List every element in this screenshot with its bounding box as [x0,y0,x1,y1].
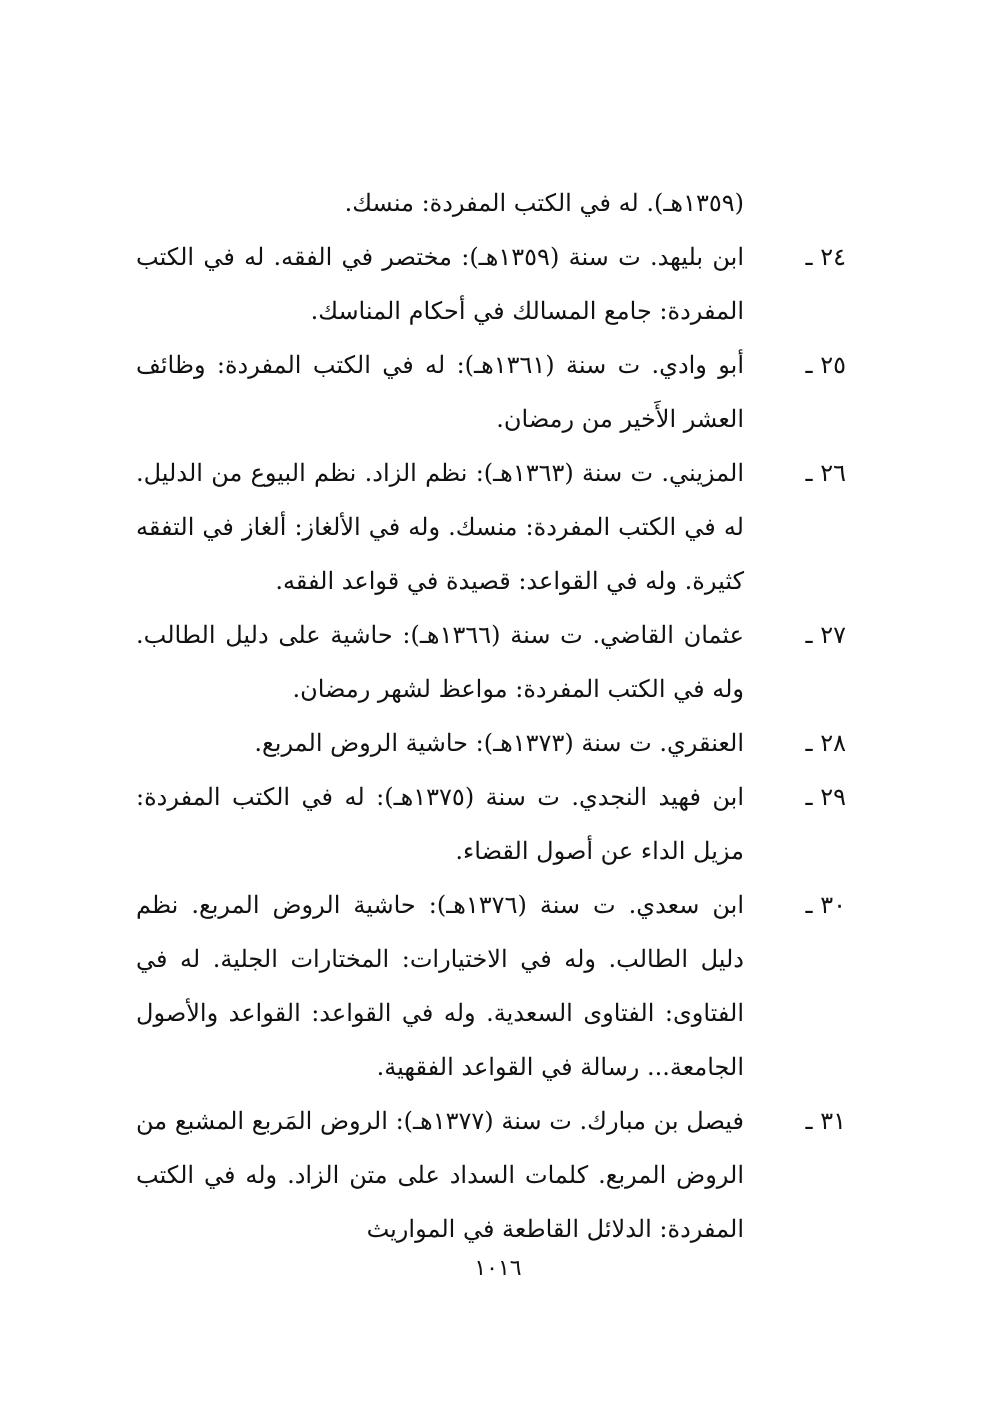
entry-number: ٢٧ ـ [805,621,846,649]
entry-25 [136,338,846,446]
page-number: ١٠١٦ [474,1256,522,1281]
entry-continuation [136,176,846,230]
entry-number: ٢٤ ـ [805,243,846,271]
entry-number: ٢٨ ـ [805,729,846,757]
entry-30 [136,878,846,1094]
entry-29 [136,770,846,878]
entry-text: المزيني. ت سنة (١٣٦٣هـ): نظم الزاد. نظم البيوع من الدليل. له في الكتب المفردة: منسك. وله في الألغاز: ألغاز في التفقه كثيرة. وله في القواعد: قصيدة في قواعد الفقه. [136,459,744,595]
entry-31 [136,1094,846,1256]
entry-text: (١٣٥٩هـ). له في الكتب المفردة: منسك. [344,189,744,217]
entry-number: ٣١ ـ [805,1107,846,1135]
entry-text: ابن بليهد. ت سنة (١٣٥٩هـ): مختصر في الفقه. له في الكتب المفردة: جامع المسالك في أحكام المناسك. [136,243,744,325]
entry-24 [136,230,846,338]
entry-text: العنقري. ت سنة (١٣٧٣هـ): حاشية الروض المربع. [254,729,744,757]
entry-number: ٣٠ ـ [805,891,846,919]
entry-text: عثمان القاضي. ت سنة (١٣٦٦هـ): حاشية على دليل الطالب. وله في الكتب المفردة: مواعظ لشهر رمضان. [136,621,744,703]
entry-number: ٢٦ ـ [805,459,846,487]
entries-list [136,176,846,1256]
entry-27 [136,608,846,716]
entry-text: أبو وادي. ت سنة (١٣٦١هـ): له في الكتب المفردة: وظائف العشر الأَخير من رمضان. [136,351,745,433]
entry-text: فيصل بن مبارك. ت سنة (١٣٧٧هـ): الروض المَربع المشبع من الروض المربع. كلمات السداد على متن الزاد. وله في الكتب المفردة: الدلائل القاطعة في المواريث [136,1107,745,1243]
entry-28 [136,716,846,770]
entry-text: ابن فهيد النجدي. ت سنة (١٣٧٥هـ): له في الكتب المفردة: مزيل الداء عن أصول القضاء. [136,783,744,865]
entry-number: ٢٥ ـ [805,351,846,379]
entry-number: ٢٩ ـ [805,783,846,811]
entry-text: ابن سعدي. ت سنة (١٣٧٦هـ): حاشية الروض المربع. نظم دليل الطالب. وله في الاختيارات: المختارات الجلية. له في الفتاوى: الفتاوى السعدية. وله في القواعد: القواعد والأصول الجامعة... رسالة في القواعد الفقهية. [136,891,744,1081]
entry-26 [136,446,846,608]
